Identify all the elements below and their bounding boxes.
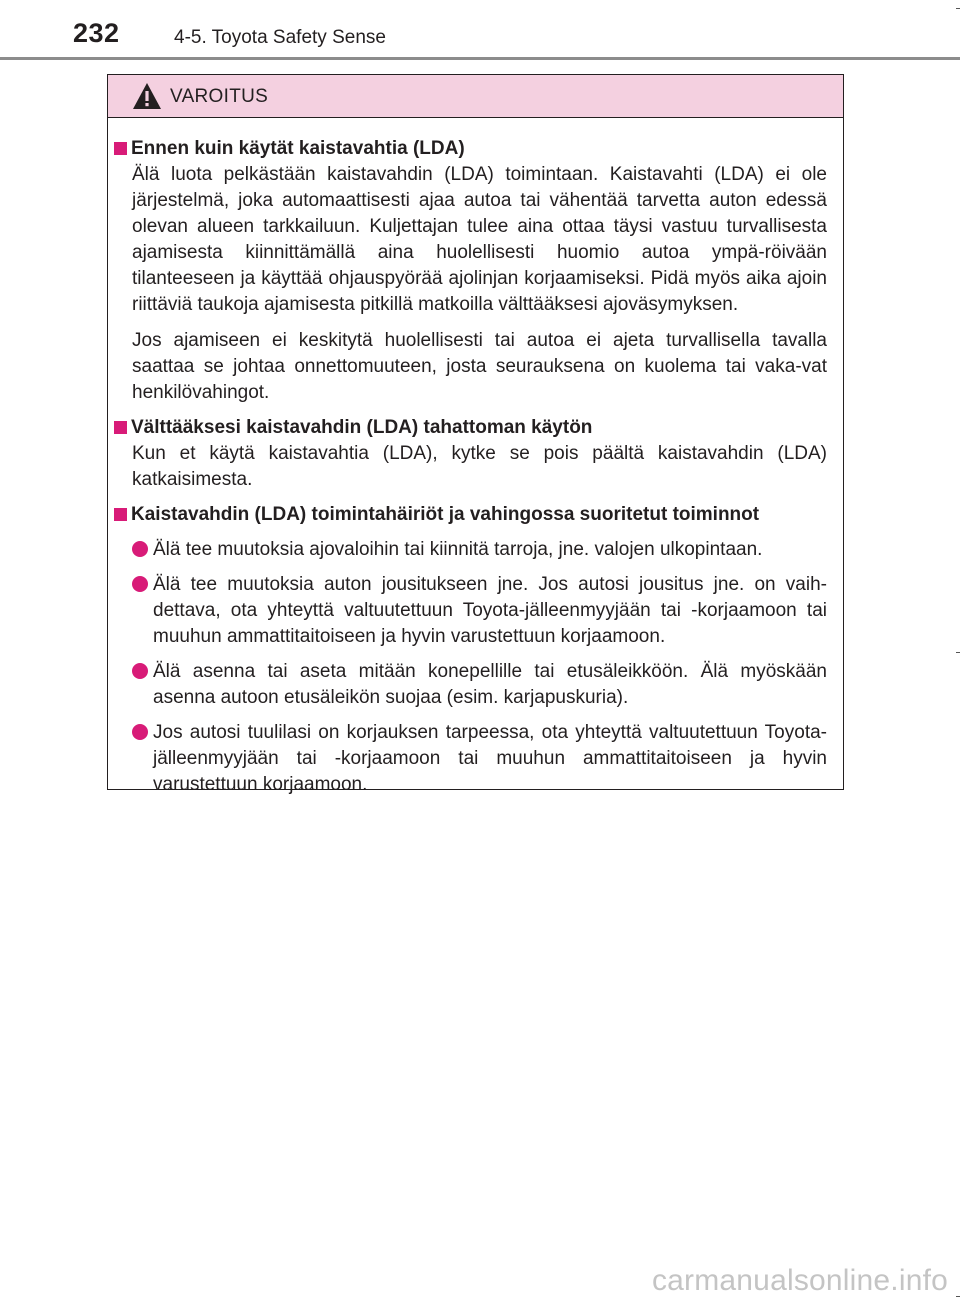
topic-heading-text: Kaistavahdin (LDA) toimintahäiriöt ja vahingossa suoritetut toiminnot: [131, 504, 760, 525]
list-item: [131, 720, 827, 798]
list-item-text: Älä tee muutoksia auton jousitukseen jne. Jos autosi jousitus jne. on vaih-dettava, ota yhteyttä valtuutettuun Toyota-jälleenmyyjään tai -korjaamoon tai muuhun ammattitaitoiseen ja hyvin varustettuun korjaamoon.: [153, 574, 827, 647]
paragraph: Kun et käytä kaistavahtia (LDA), kytke se pois päältä kaistavahdin (LDA) katkaisimesta.: [132, 443, 827, 490]
list-item: [131, 537, 827, 563]
list-item-text: Älä asenna tai aseta mitään konepellille tai etusäleikköön. Älä myöskään asenna autoon etusäleikön suojaa (esim. karjapuskuria).: [153, 661, 827, 708]
warning-header: [108, 75, 843, 118]
paragraph: Jos ajamiseen ei keskitytä huolellisesti tai autoa ei ajeta turvallisella tavalla saattaa se johtaa onnettomuuteen, josta seurauksena on kuolema tai vaka-vat henkilövahingot.: [132, 330, 827, 403]
watermark: carmanualsonline.info: [651, 1264, 948, 1297]
edge-tick: [956, 1296, 960, 1297]
topic-heading: [131, 136, 827, 162]
list-item-text: Älä tee muutoksia ajovaloihin tai kiinnitä tarroja, jne. valojen ulkopintaan.: [153, 539, 763, 560]
topic-heading: [131, 502, 827, 528]
header-rule: [0, 57, 960, 60]
section-title: 4-5. Toyota Safety Sense: [174, 27, 386, 48]
square-bullet-icon: [114, 508, 127, 521]
topic: [108, 502, 827, 798]
edge-tick: [956, 8, 960, 9]
topic: [108, 415, 827, 493]
list-item: [131, 572, 827, 650]
topic: [108, 136, 827, 406]
topic-heading-text: Välttääksesi kaistavahdin (LDA) tahattoman käytön: [131, 417, 593, 438]
list-item: [131, 659, 827, 711]
square-bullet-icon: [114, 142, 127, 155]
warning-triangle-icon: [132, 81, 162, 111]
paragraph: Älä luota pelkästään kaistavahdin (LDA) toimintaan. Kaistavahti (LDA) ei ole järjestelmä, joka automaattisesti ajaa autoa tai vähentää tarvetta auton edessä olevan alueen tarkkailuun. Kuljettajan tulee aina ottaa täysi vastuu turvallisesta ajamisesta kiinnittämällä aina huolellisesti huomio autoa ympä-röivään tilanteeseen ja käyttää ohjauspyörää ajolinjan korjaamiseksi. Pidä myös aika ajoin riittäviä taukoja ajamisesta pitkillä matkoilla välttääksesi ajoväsymyksen.: [132, 164, 827, 315]
topic-heading: [131, 415, 827, 441]
page-number: 232: [73, 18, 120, 48]
warning-box: [107, 74, 844, 795]
dot-bullet-icon: [132, 541, 148, 557]
edge-tick: [956, 652, 960, 653]
topic-heading-text: Ennen kuin käytät kaistavahtia (LDA): [131, 138, 465, 159]
dot-bullet-icon: [132, 724, 148, 740]
list-item-text: Jos autosi tuulilasi on korjauksen tarpeessa, ota yhteyttä valtuutettuun Toyota-jälleenmyyjään tai -korjaamoon tai muuhun ammattitaitoiseen ja hyvin varustettuun korjaamoon.: [153, 722, 827, 795]
warning-body: [108, 118, 843, 798]
square-bullet-icon: [114, 421, 127, 434]
warning-title: VAROITUS: [170, 86, 269, 107]
dot-bullet-icon: [132, 663, 148, 679]
dot-bullet-icon: [132, 576, 148, 592]
